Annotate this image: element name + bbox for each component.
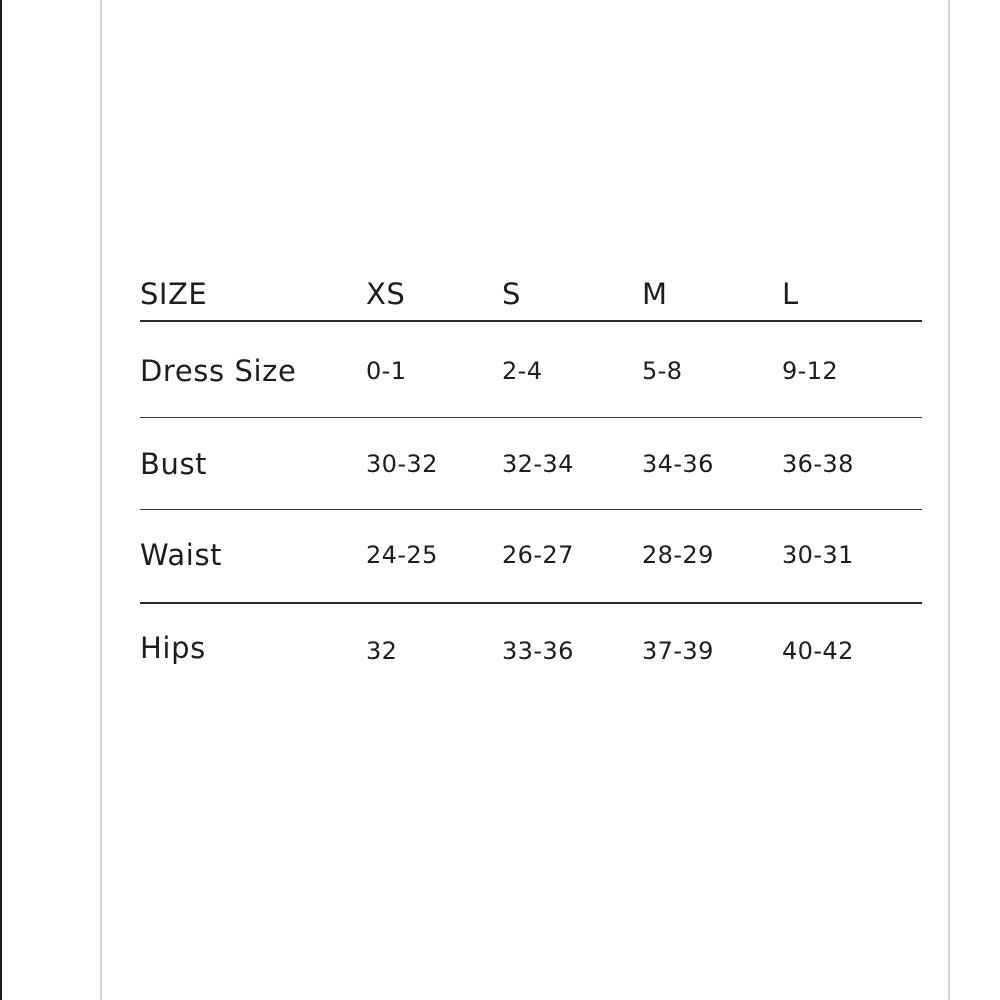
cell-m: 37-39 xyxy=(642,637,714,665)
header-size-l: L xyxy=(782,277,799,311)
row-label: Bust xyxy=(140,447,208,481)
cell-l: 36-38 xyxy=(782,450,854,478)
row-divider xyxy=(140,417,922,418)
cell-xs: 32 xyxy=(366,637,398,665)
row-divider xyxy=(140,602,922,604)
cell-s: 32-34 xyxy=(502,450,574,478)
cell-m: 5-8 xyxy=(642,357,683,385)
header-size-xs: XS xyxy=(366,277,406,311)
header-size-label: SIZE xyxy=(140,277,208,311)
cell-xs: 24-25 xyxy=(366,541,438,569)
table-row-hips xyxy=(140,623,922,673)
row-label: Waist xyxy=(140,538,223,572)
row-label: Dress Size xyxy=(140,354,297,388)
table-row-bust xyxy=(140,439,922,489)
cell-xs: 30-32 xyxy=(366,450,438,478)
row-label: Hips xyxy=(140,631,206,665)
cell-s: 26-27 xyxy=(502,541,574,569)
table-row-waist xyxy=(140,530,922,580)
cell-xs: 0-1 xyxy=(366,357,407,385)
cell-m: 34-36 xyxy=(642,450,714,478)
cell-l: 9-12 xyxy=(782,357,839,385)
cell-l: 30-31 xyxy=(782,541,854,569)
cell-s: 33-36 xyxy=(502,637,574,665)
header-divider xyxy=(140,320,922,322)
header-size-m: M xyxy=(642,277,668,311)
cell-s: 2-4 xyxy=(502,357,543,385)
size-chart-header-row xyxy=(140,269,922,319)
row-divider xyxy=(140,509,922,510)
header-size-s: S xyxy=(502,277,521,311)
cell-l: 40-42 xyxy=(782,637,854,665)
table-row-dress-size xyxy=(140,346,922,396)
cell-m: 28-29 xyxy=(642,541,714,569)
